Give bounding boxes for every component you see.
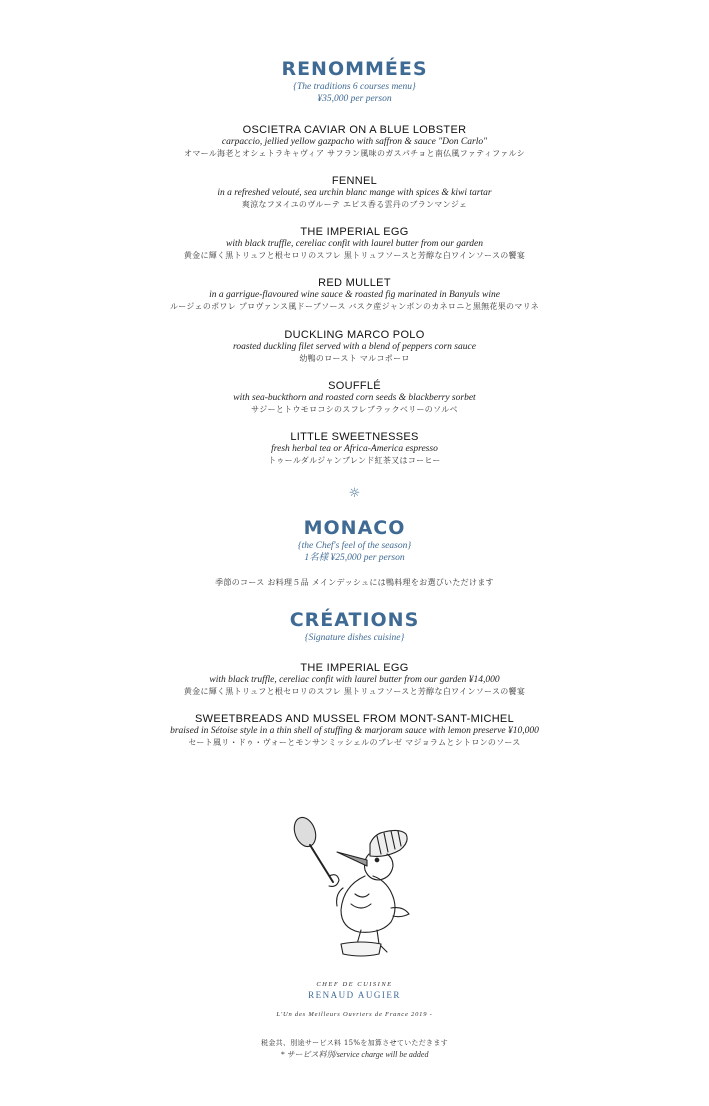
renommees-header	[0, 58, 709, 105]
service-notice	[0, 1038, 709, 1060]
renommees-dish-3	[0, 226, 709, 261]
renommees-dish-4	[0, 277, 709, 312]
monaco-note	[0, 577, 709, 588]
dish-name: SWEETBREADS AND MUSSEL FROM MONT-SANT-MICHEL	[195, 713, 514, 725]
dish-description: carpaccio, jellied yellow gazpacho with saffron & sauce "Don Carlo"	[221, 137, 488, 147]
dish-japanese: トゥールダルジャンブレンド紅茶又はコーヒー	[268, 456, 441, 465]
award	[0, 1011, 709, 1018]
renommees-subtitle: {The traditions 6 courses menu}	[293, 82, 416, 92]
dish-japanese: 爽涼なフヌイユのヴルーテ エピス香る雲丹のブランマンジェ	[241, 200, 468, 209]
dish-japanese: サジーとトウモロコシのスフレブラックベリーのソルベ	[251, 405, 458, 414]
renommees-dish-5	[0, 329, 709, 364]
monaco-price: 1名様 ¥25,000 per person	[304, 553, 405, 563]
dish-description: with sea-buckthorn and roasted corn seeds & blackberry sorbet	[233, 393, 476, 403]
bird-chef-icon	[285, 812, 425, 962]
monaco-note-text: 季節のコース お料理５品 メインデッシュには鴨料理をお選びいただけます	[215, 578, 494, 587]
dish-name: OSCIETRA CAVIAR ON A BLUE LOBSTER	[242, 124, 467, 136]
chef-bird-illustration	[0, 812, 709, 962]
dish-japanese: オマール海老とオシェトラキャヴィア サフラン風味のガスパチョと南仏風ファティファルシ	[184, 149, 525, 158]
dish-description: in a garrigue-flavoured wine sauce & roasted fig marinated in Banyuls wine	[209, 290, 500, 300]
dish-name: LITTLE SWEETNESSES	[290, 431, 419, 443]
renommees-price: ¥35,000 per person	[317, 94, 392, 104]
dish-name: DUCKLING MARCO POLO	[284, 329, 425, 341]
renommees-dish-2	[0, 175, 709, 210]
chef-role: CHEF DE CUISINE	[316, 981, 393, 988]
dish-japanese: 黄金に輝く黒トリュフと根セロリのスフレ 黒トリュフソースと芳醇な白ワインソースの饗宴	[183, 687, 526, 696]
dish-japanese: セート風リ・ドゥ・ヴォーとモンサンミッシェルのブレゼ マジョラムとシトロンのソース	[188, 738, 521, 747]
dish-japanese: ルージェのポワレ プロヴァンス風ドーブソース バスク産ジャンボンのカネロニと黒無花果のマリネ	[169, 302, 540, 311]
renommees-dish-6	[0, 380, 709, 415]
dish-name: SOUFFLÉ	[328, 380, 381, 392]
sun-ornament-icon	[0, 482, 709, 501]
dish-description: fresh herbal tea or Africa-America espresso	[271, 444, 438, 454]
creations-title: CRÉATIONS	[289, 609, 420, 631]
dish-japanese: 幼鴨のロースト マルコポーロ	[299, 354, 410, 363]
monaco-subtitle: {the Chef's feel of the season}	[297, 541, 412, 551]
dish-description: with black truffle, cereliac confit with laurel butter from our garden ¥14,000	[209, 675, 500, 685]
ornament-glyph: ☼	[348, 486, 361, 501]
dish-description: in a refreshed velouté, sea urchin blanc mange with spices & kiwi tartar	[217, 188, 492, 198]
monaco-title: MONACO	[303, 517, 406, 539]
dish-name: RED MULLET	[318, 277, 391, 289]
dish-japanese: 黄金に輝く黒トリュフと根セロリのスフレ 黒トリュフソースと芳醇な白ワインソースの饗宴	[183, 251, 526, 260]
creations-header	[0, 609, 709, 644]
monaco-header	[0, 517, 709, 564]
renommees-title: RENOMMÉES	[281, 58, 428, 80]
tax-notice-jp: 税金共、別途サービス料 15%を加算させていただきます	[261, 1039, 448, 1047]
dish-description: braised in Sétoise style in a thin shell of stuffing & marjoram sauce with lemon preserve ¥10,000	[170, 726, 539, 736]
service-charge-notice: * サービス料別/service charge will be added	[280, 1050, 429, 1059]
chef-credit	[0, 981, 709, 1000]
chef-name: RENAUD AUGIER	[308, 990, 401, 1000]
dish-name: THE IMPERIAL EGG	[300, 662, 409, 674]
dish-name: FENNEL	[331, 175, 378, 187]
award-text: L'Un des Meilleurs Ouvriers de France 2019 -	[276, 1011, 433, 1018]
creations-subtitle: {Signature dishes cuisine}	[304, 633, 405, 643]
dish-description: roasted duckling filet served with a blend of peppers corn sauce	[233, 342, 476, 352]
renommees-dish-1	[0, 124, 709, 159]
creations-dish-1	[0, 662, 709, 697]
renommees-dish-7	[0, 431, 709, 466]
creations-dish-2	[0, 713, 709, 748]
dish-name: THE IMPERIAL EGG	[300, 226, 409, 238]
dish-description: with black truffle, cereliac confit with laurel butter from our garden	[226, 239, 483, 249]
